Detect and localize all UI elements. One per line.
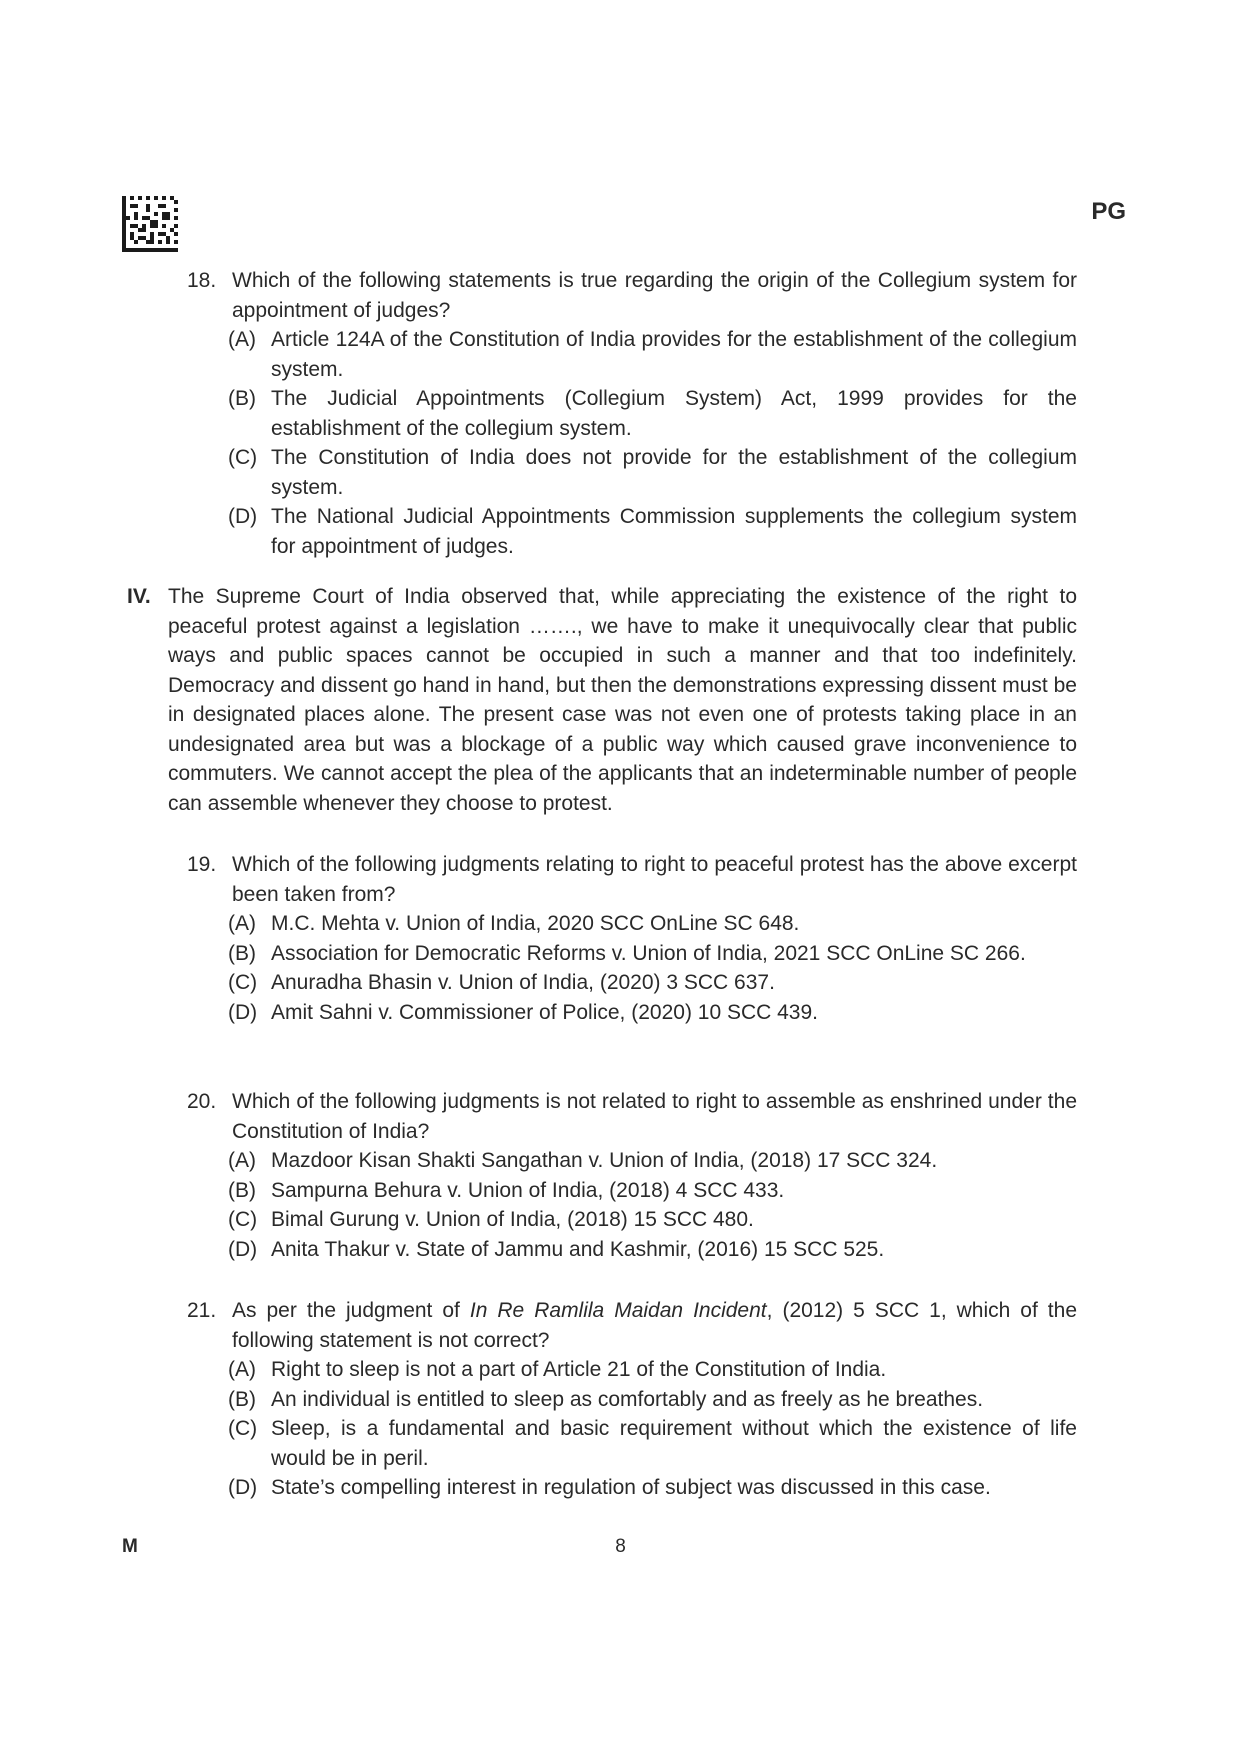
question-18 [187,266,1077,561]
option-label: (B) [228,387,256,410]
option-text: Article 124A of the Constitution of India provides for the establishment of the collegium system. [271,328,1077,381]
option-label: (D) [228,1000,258,1024]
option-text: State’s compelling interest in regulation of subject was discussed in this case. [271,1476,991,1499]
question-number: 18. [187,269,217,292]
passage-text: The Supreme Court of India observed that, while appreciating the existence of the right to peaceful protest against a legislation ……., we have to make it unequivocally clear that public ways and public spaces cannot be occupied in such a manner and that too indefinitely. Democracy and dissent go hand in hand, but then the demonstrations expressing dissent must be in designated places alone. The present case was not even one of protests taking place in an undesignated area but was a blockage of a public way which caused grave inconvenience to commuters. We cannot accept the plea of the applicants that an indeterminable number of people can assemble whenever they choose to protest. [168,585,1077,815]
option-label: (C) [228,446,258,469]
option-label: (B) [228,1387,256,1411]
option-label: (C) [228,1208,258,1231]
option-text: Right to sleep is not a part of Article 21 of the Constitution of India. [271,1358,887,1381]
series-code: M [122,1536,138,1557]
paper-code: PG [1091,198,1126,225]
option-label: (D) [228,505,258,528]
option-text: Amit Sahni v. Commissioner of Police, (2020) 10 SCC 439. [271,1000,819,1024]
option-label: (D) [228,1476,258,1499]
qr-code-icon [122,196,178,252]
option-text: Mazdoor Kisan Shakti Sangathan v. Union of India, (2018) 17 SCC 324. [271,1149,938,1172]
option-label: (A) [228,1149,256,1172]
option-label: (C) [228,1417,258,1440]
option-text: The National Judicial Appointments Commission supplements the collegium system for appointment of judges. [271,505,1077,558]
option-label: (A) [228,328,256,351]
option-c [187,1414,1077,1473]
option-d [187,1235,1077,1265]
option-label: (A) [228,912,256,935]
option-a [187,1146,1077,1176]
option-label: (C) [228,971,258,994]
option-c [187,1205,1077,1235]
option-label: (B) [228,1178,256,1202]
option-a [187,909,1077,939]
option-c [187,443,1077,502]
option-d [187,502,1077,561]
option-text: The Constitution of India does not provide for the establishment of the collegium system. [271,446,1077,499]
option-text: Sleep, is a fundamental and basic requirement without which the existence of life would be in peril. [271,1417,1077,1470]
question-stem [187,850,1077,909]
question-number: 21. [187,1299,217,1322]
question-text-prefix: As per the judgment of [232,1299,470,1322]
option-text: The Judicial Appointments (Collegium System) Act, 1999 provides for the establishment of the collegium system. [271,387,1077,440]
option-label: (B) [228,941,256,965]
case-name: In Re Ramlila Maidan Incident [469,1299,767,1322]
option-b [187,384,1077,443]
question-19 [187,850,1077,1027]
option-text: Anuradha Bhasin v. Union of India, (2020) 3 SCC 637. [271,971,775,994]
option-text: Anita Thakur v. State of Jammu and Kashmir, (2016) 15 SCC 525. [271,1237,885,1261]
question-number: 19. [187,853,217,876]
option-a [187,1355,1077,1385]
question-text: Which of the following statements is true regarding the origin of the Collegium system for appointment of judges? [232,269,1077,322]
question-text: Which of the following judgments relating to right to peaceful protest has the above excerpt been taken from? [232,853,1077,906]
option-d [187,998,1077,1028]
question-20 [187,1087,1077,1264]
option-text: Bimal Gurung v. Union of India, (2018) 15 SCC 480. [271,1208,754,1231]
question-21 [187,1296,1077,1503]
option-b [187,939,1077,969]
option-text: Sampurna Behura v. Union of India, (2018) 4 SCC 433. [271,1178,785,1202]
option-b [187,1176,1077,1206]
option-text: M.C. Mehta v. Union of India, 2020 SCC OnLine SC 648. [271,912,800,935]
option-text: Association for Democratic Reforms v. Union of India, 2021 SCC OnLine SC 266. [271,941,1026,965]
option-c [187,968,1077,998]
option-d [187,1473,1077,1503]
option-label: (D) [228,1237,258,1261]
question-stem [187,266,1077,325]
page-number: 8 [615,1536,626,1557]
option-b [187,1385,1077,1415]
question-stem [187,1296,1077,1355]
question-text-suffix: , (2012) 5 SCC 1, which of the following statement is not correct? [232,1299,1077,1352]
question-number: 20. [187,1090,217,1113]
option-label: (A) [228,1358,256,1381]
passage-number: IV. [127,585,151,608]
passage-iv [127,582,1077,818]
option-text: An individual is entitled to sleep as comfortably and as freely as he breathes. [271,1387,984,1411]
option-a [187,325,1077,384]
question-stem [187,1087,1077,1146]
question-text: Which of the following judgments is not related to right to assemble as enshrined under the Constitution of India? [232,1090,1077,1143]
